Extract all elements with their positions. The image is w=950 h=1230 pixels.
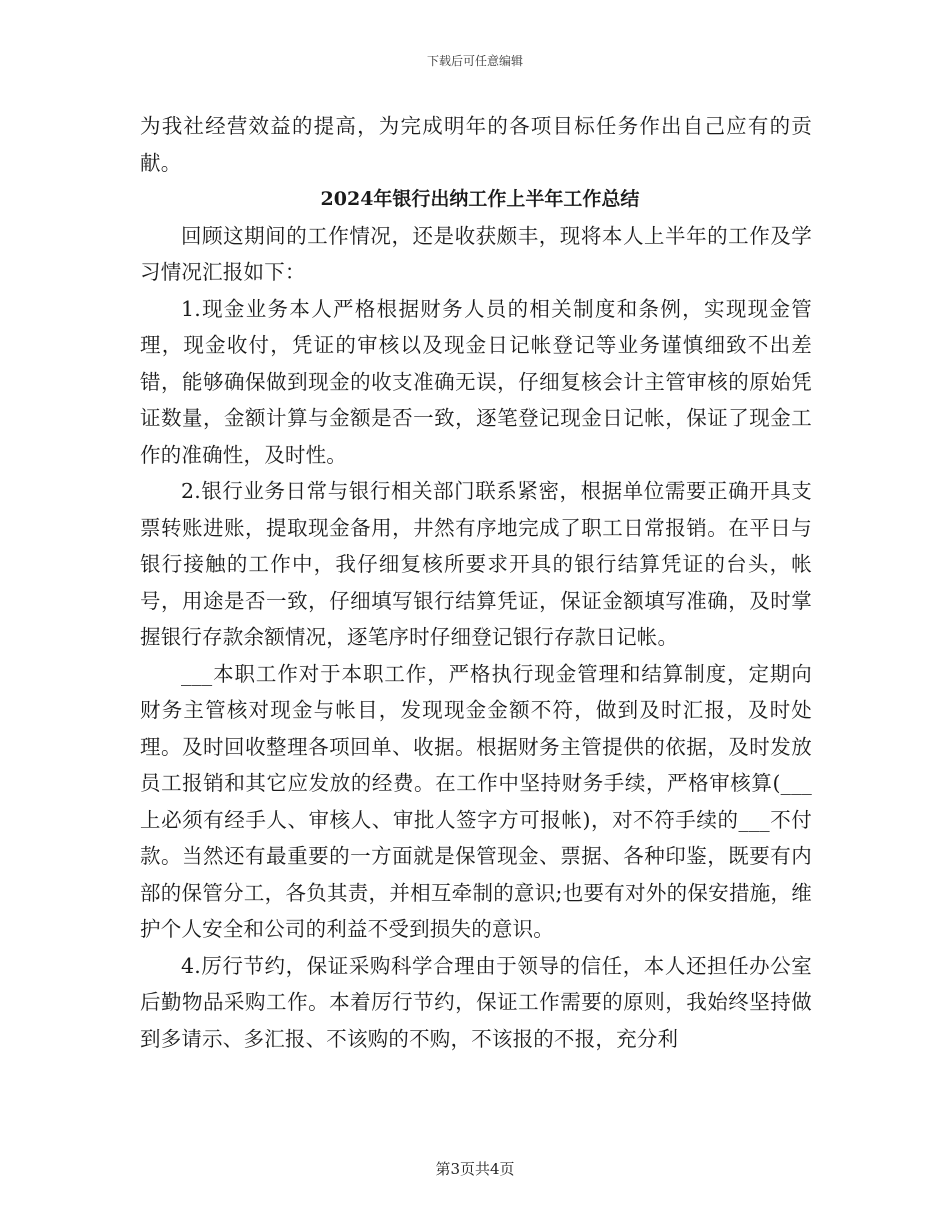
- paragraph-thrift: 4.厉行节约，保证采购科学合理由于领导的信任，本人还担任办公室后勤物品采购工作。本着厉行节约，保证工作需要的原则，我始终坚持做到多请示、多汇报、不该购的不购，不该报的不报，充分利: [140, 953, 812, 1051]
- paragraph-duties: ___本职工作对于本职工作，严格执行现金管理和结算制度，定期向财务主管核对现金与帐目，发现现金金额不符，做到及时汇报，及时处理。及时回收整理各项回单、收据。根据财务主管提供的依据，及时发放员工报销和其它应发放的经费。在工作中坚持财务手续，严格审核算(___上必须有经手人、审核人、审批人签字方可报帐)，对不符手续的___不付款。当然还有最重要的一方面就是保管现金、票据、各种印鉴，既要有内部的保管分工，各负其责，并相互牵制的意识;也要有对外的保安措施，维护个人安全和公司的利益不受到损失的意识。: [140, 661, 812, 941]
- page-indicator: 第3页共4页: [435, 1160, 515, 1178]
- paragraph-cash-business: 1.现金业务本人严格根据财务人员的相关制度和条例，实现现金管理，现金收付，凭证的审核以及现金日记帐登记等业务谨慎细致不出差错，能够确保做到现金的收支准确无误，仔细复核会计主管审核的原始凭证数量，金额计算与金额是否一致，逐笔登记现金日记帐，保证了现金工作的准确性，及时性。: [140, 296, 812, 467]
- intro-continuation: 为我社经营效益的提高，为完成明年的各项目标任务作出自己应有的贡献。: [140, 114, 812, 175]
- paragraph-bank-business: 2.银行业务日常与银行相关部门联系紧密，根据单位需要正确开具支票转账进账，提取现金备用，井然有序地完成了职工日常报销。在平日与银行接触的工作中，我仔细复核所要求开具的银行结算凭证的台头，帐号，用途是否一致，仔细填写银行结算凭证，保证金额填写准确，及时掌握银行存款余额情况，逐笔序时仔细登记银行存款日记帐。: [140, 479, 812, 649]
- document-title: 2024年银行出纳工作上半年工作总结: [320, 188, 640, 210]
- document-body: [140, 108, 812, 1057]
- paragraph-overview: 回顾这期间的工作情况，还是收获颇丰，现将本人上半年的工作及学习情况汇报如下：: [140, 223, 812, 284]
- header-note: 下载后可任意编辑: [426, 54, 523, 68]
